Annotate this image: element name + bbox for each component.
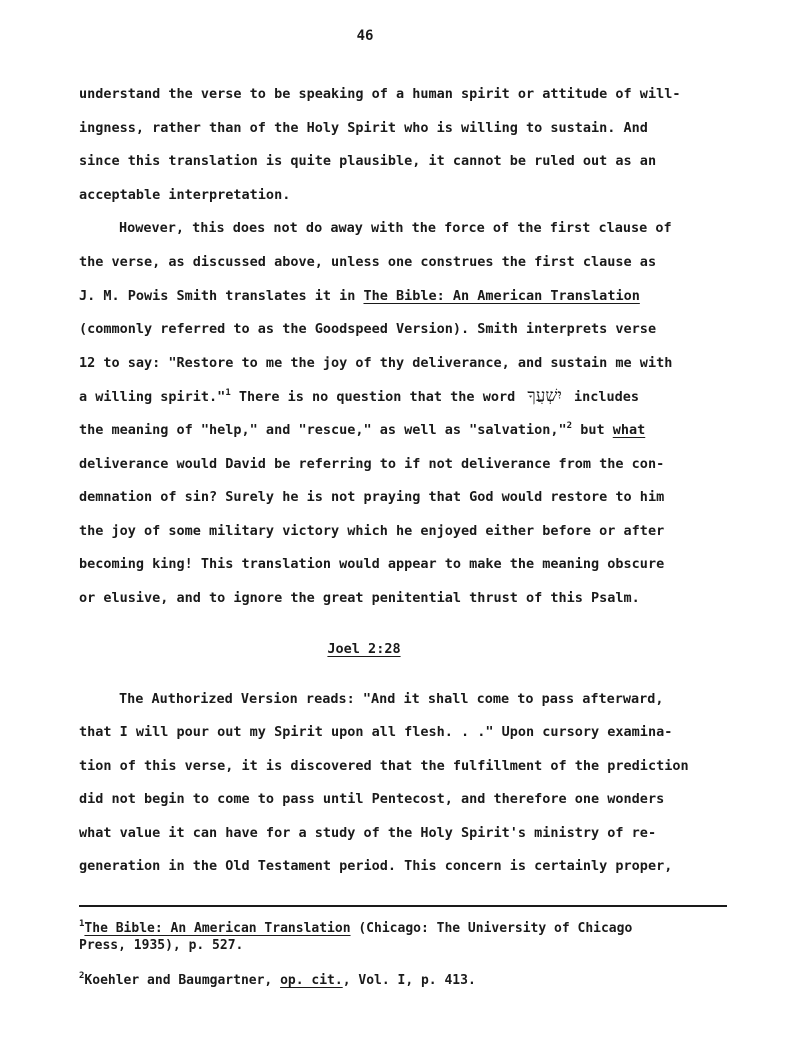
text-line: that I will pour out my Spirit upon all flesh. . ." Upon cursory examina- [79, 724, 673, 741]
text-line: tion of this verse, it is discovered that the fulfillment of the prediction [79, 757, 689, 774]
text-line: generation in the Old Testament period. This concern is certainly proper, [79, 858, 673, 875]
text-line: the verse, as discussed above, unless one construes the first clause as [79, 253, 657, 270]
text-line [79, 380, 719, 414]
footnote-2 [79, 972, 739, 989]
footnote-marker: 2 [79, 971, 85, 981]
text-line: acceptable interpretation. [79, 186, 291, 203]
text-line: what value it can have for a study of the Holy Spirit's ministry of re- [79, 824, 657, 841]
footnote-opcit: op. cit. [280, 973, 343, 988]
text-line: ingness, rather than of the Holy Spirit who is willing to sustain. And [79, 119, 648, 136]
footnote-divider [79, 905, 727, 907]
text-line: deliverance would David be referring to if not deliverance from the con- [79, 455, 665, 472]
text-line [79, 414, 719, 448]
text-segment: a willing spirit." [79, 389, 226, 406]
footnote-text: (Chicago: The University of Chicago [350, 921, 633, 936]
footnote-ref: 2 [566, 420, 573, 431]
text-line: or elusive, and to ignore the great penitential thrust of this Psalm. [79, 589, 640, 606]
text-line: demnation of sin? Surely he is not praying that God would restore to him [79, 489, 665, 506]
body-text [79, 78, 719, 884]
book-title: The Bible: An American Translation [363, 287, 640, 304]
text-segment: includes [565, 389, 639, 406]
footnote-marker: 1 [79, 919, 85, 929]
text-line: The Authorized Version reads: "And it shall come to pass afterward, [119, 690, 664, 707]
hebrew-word: יִשְׁעֲךָ [527, 386, 562, 407]
footnote-ref: 1 [225, 388, 231, 399]
text-segment: but [572, 421, 613, 438]
text-segment: the meaning of "help," and "rescue," as well as "salvation," [79, 421, 567, 438]
footnote-text: Koehler and Baumgartner, [84, 973, 281, 988]
section-heading-text: Joel 2:28 [327, 640, 401, 657]
text-line [79, 280, 719, 314]
footnote-text: , Vol. I, p. 413. [342, 973, 476, 988]
text-line: (commonly referred to as the Goodspeed Version). Smith interprets verse [79, 321, 657, 338]
text-line: However, this does not do away with the force of the first clause of [119, 220, 672, 237]
text-segment: J. M. Powis Smith translates it in [79, 287, 364, 304]
emphasis-word: what [612, 421, 646, 438]
text-line: becoming king! This translation would appear to make the meaning obscure [79, 556, 665, 573]
text-line: understand the verse to be speaking of a human spirit or attitude of will- [79, 86, 681, 102]
page-number: 46 [356, 28, 374, 44]
footnotes [79, 920, 739, 989]
footnote-title: The Bible: An American Translation [84, 921, 351, 936]
text-line: did not begin to come to pass until Pentecost, and therefore one wonders [79, 791, 665, 808]
text-line: since this translation is quite plausible, it cannot be ruled out as an [79, 153, 657, 170]
text-line: the joy of some military victory which he enjoyed either before or after [79, 522, 665, 539]
section-heading [79, 616, 649, 683]
footnote-text: Press, 1935), p. 527. [79, 938, 244, 953]
text-line: 12 to say: "Restore to me the joy of thy deliverance, and sustain me with [79, 354, 673, 371]
footnote-1 [79, 920, 739, 954]
text-segment: There is no question that the word [230, 389, 524, 406]
